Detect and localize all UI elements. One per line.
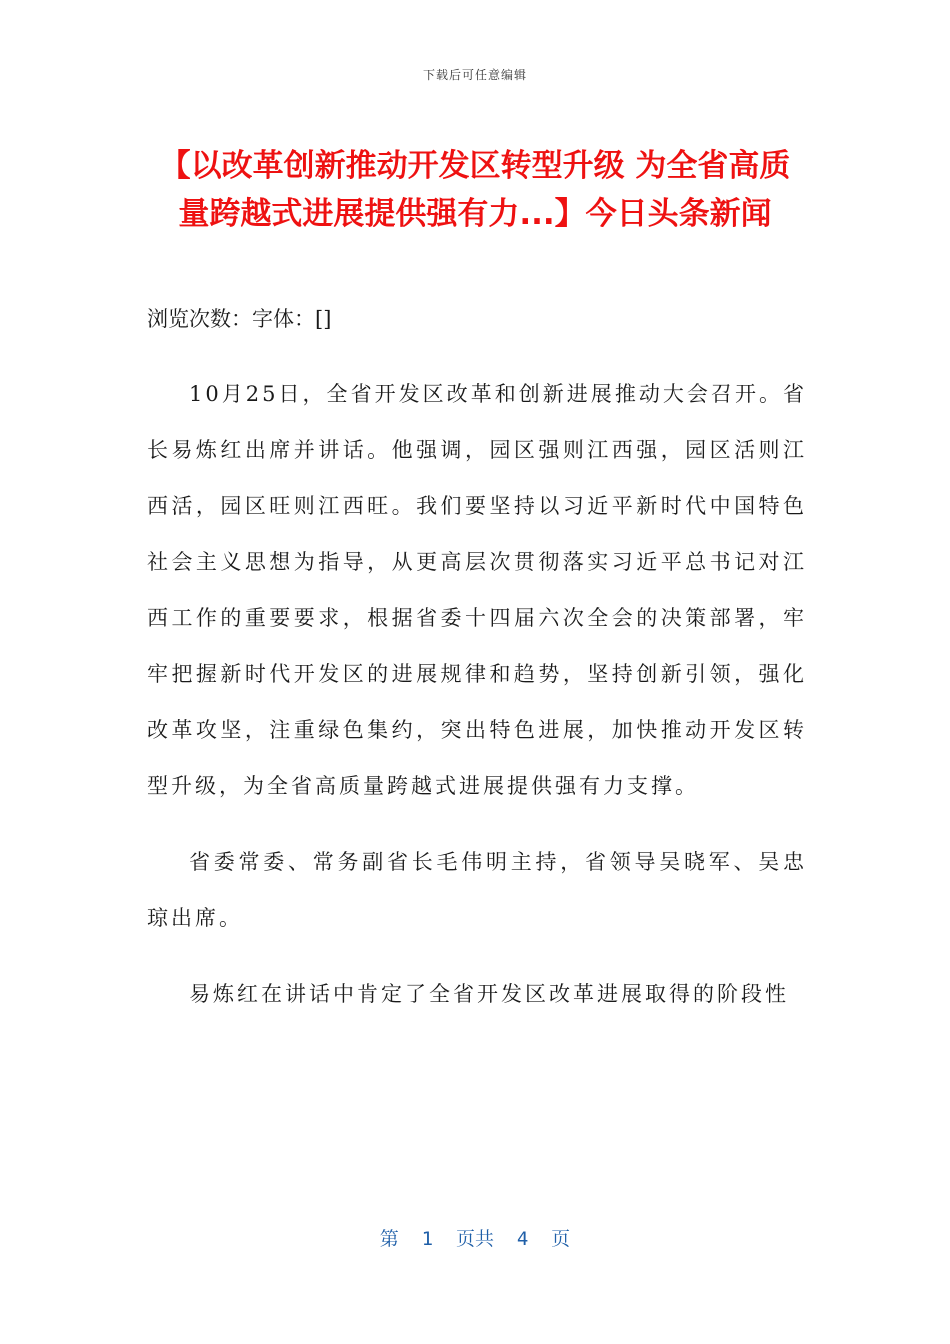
page-footer: 第 1 页共 4 页 [379,1228,571,1250]
document-title: 【以改革创新推动开发区转型升级 为全省高质量跨越式进展提供强有力...】今日头条新闻 [159,148,791,232]
article-body [147,366,807,1042]
paragraph-2: 省委常委、常务副省长毛伟明主持，省领导吴晓军、吴忠琼出席。 [147,850,807,930]
meta-line: 浏览次数：字体：[] [147,307,332,331]
paragraph-3: 易炼红在讲话中肯定了全省开发区改革进展取得的阶段性 [189,982,789,1006]
header-note: 下载后可任意编辑 [422,68,527,82]
paragraph-1: 10月25日，全省开发区改革和创新进展推动大会召开。省长易炼红出席并讲话。他强调，园区强则江西强，园区活则江西活，园区旺则江西旺。我们要坚持以习近平新时代中国特色社会主义思想为指导，从更高层次贯彻落实习近平总书记对江西工作的重要要求，根据省委十四届六次全会的决策部署，牢牢把握新时代开发区的进展规律和趋势，坚持创新引领，强化改革攻坚，注重绿色集约，突出特色进展，加快推动开发区转型升级，为全省高质量跨越式进展提供强有力支撑。 [147,382,807,798]
